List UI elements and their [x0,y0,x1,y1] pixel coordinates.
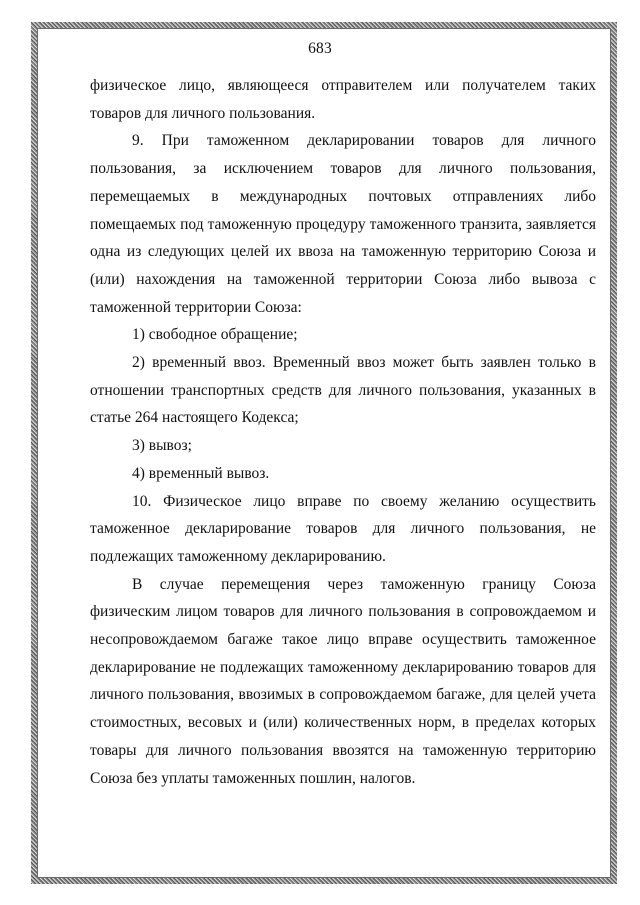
document-body [90,72,596,792]
list-item-1: 1) свободное обращение; [132,326,298,344]
list-item-3: 3) вывоз; [132,437,192,455]
paragraph-continuation: физическое лицо, являющееся отправителем или получателем таких товаров для личного пользования. [90,77,596,122]
page-number: 683 [308,40,332,57]
list-item-4: 4) временный вывоз. [132,464,270,482]
paragraph-baggage: В случае перемещения через таможенную границу Союза физическим лицом товаров для личного пользования в сопровождаемом и несопровождаемом багаже такое лицо вправе осуществить таможенное декларирование не подлежащих таможенному декларированию товаров для личного пользования, ввозимых в сопровождаемом багаже, для целей учета стоимостных, весовых и (или) количественных норм, в пределах которых товары для личного пользования ввозятся на таможенную территорию Союза без уплаты таможенных пошлин, налогов. [90,575,596,787]
paragraph-item-9: 9. При таможенном декларировании товаров для личного пользования, за исключением товаров для личного пользования, перемещаемых в международных почтовых отправлениях либо помещаемых под таможенную процедуру таможенного транзита, заявляется одна из следующих целей их ввоза на таможенную территорию Союза и (или) нахождения на таможенной территории Союза либо вывоза с таможенной территории Союза: [90,132,596,316]
paragraph-item-10: 10. Физическое лицо вправе по своему желанию осуществить таможенное декларирование товаров для личного пользования, не подлежащих таможенному декларированию. [90,492,596,565]
list-item-2: 2) временный ввоз. Временный ввоз может быть заявлен только в отношении транспортных средств для личного пользования, указанных в статье 264 настоящего Кодекса; [90,354,596,427]
